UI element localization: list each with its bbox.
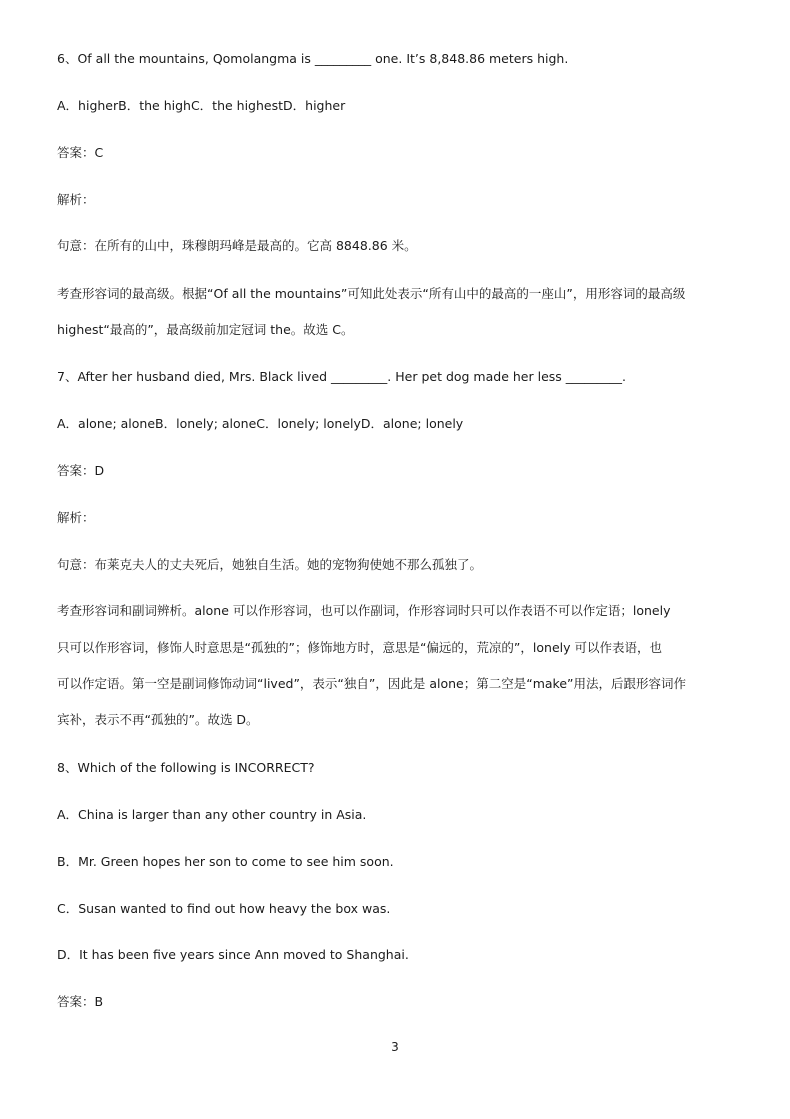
question-7-explanation-line: 只可以作形容词，修饰人时意思是“孤独的”；修饰地方时，意思是“偏远的，荒凉的”，lonely 可以作表语，也 — [57, 640, 662, 655]
question-7-explanation-line: 考查形容词和副词辨析。alone 可以作形容词，也可以作副词，作形容词时只可以作表语不可以作定语；lonely — [57, 603, 671, 618]
question-6-explanation-line: highest“最高的”，最高级前加定冠词 the。故选 C。 — [57, 322, 354, 337]
question-7-text: 7、After her husband died, Mrs. Black lived _________. Her pet dog made her less _________. — [57, 369, 626, 384]
question-7-explanation-line: 可以作定语。第一空是副词修饰动词“lived”，表示“独自”，因此是 alone；第二空是“make”用法，后跟形容词作 — [57, 676, 687, 691]
question-7-explanation-line: 宾补，表示不再“孤独的”。故选 D。 — [57, 712, 259, 727]
page-number: 3 — [391, 1040, 399, 1054]
question-6-analysis-label: 解析： — [57, 192, 95, 207]
question-8-option-b: B．Mr. Green hopes her son to come to see him soon. — [57, 854, 394, 869]
question-6-options: A．higherB．the highC．the highestD．higher — [57, 98, 346, 113]
question-7-answer: 答案：D — [57, 463, 105, 478]
question-7-analysis-label: 解析： — [57, 510, 95, 525]
question-7-options: A．alone; aloneB．lonely; aloneC．lonely; lonelyD．alone; lonely — [57, 416, 464, 431]
question-6-text: 6、Of all the mountains, Qomolangma is _________ one. It’s 8,848.86 meters high. — [57, 51, 569, 66]
question-7-sentence-meaning: 句意：布莱克夫人的丈夫死后，她独自生活。她的宠物狗使她不那么孤独了。 — [57, 557, 483, 572]
question-6-answer: 答案：C — [57, 145, 104, 160]
question-8-text: 8、Which of the following is INCORRECT? — [57, 760, 315, 775]
question-6-explanation-line: 考查形容词的最高级。根据“Of all the mountains”可知此处表示“所有山中的最高的一座山”，用形容词的最高级 — [57, 286, 686, 301]
question-8-option-d: D．It has been five years since Ann moved to Shanghai. — [57, 947, 409, 962]
question-6-sentence-meaning: 句意：在所有的山中，珠穆朗玛峰是最高的。它高 8848.86 米。 — [57, 238, 417, 253]
question-8-option-a: A．China is larger than any other country in Asia. — [57, 807, 367, 822]
question-8-answer: 答案：B — [57, 994, 104, 1009]
question-8-option-c: C．Susan wanted to find out how heavy the box was. — [57, 901, 391, 916]
